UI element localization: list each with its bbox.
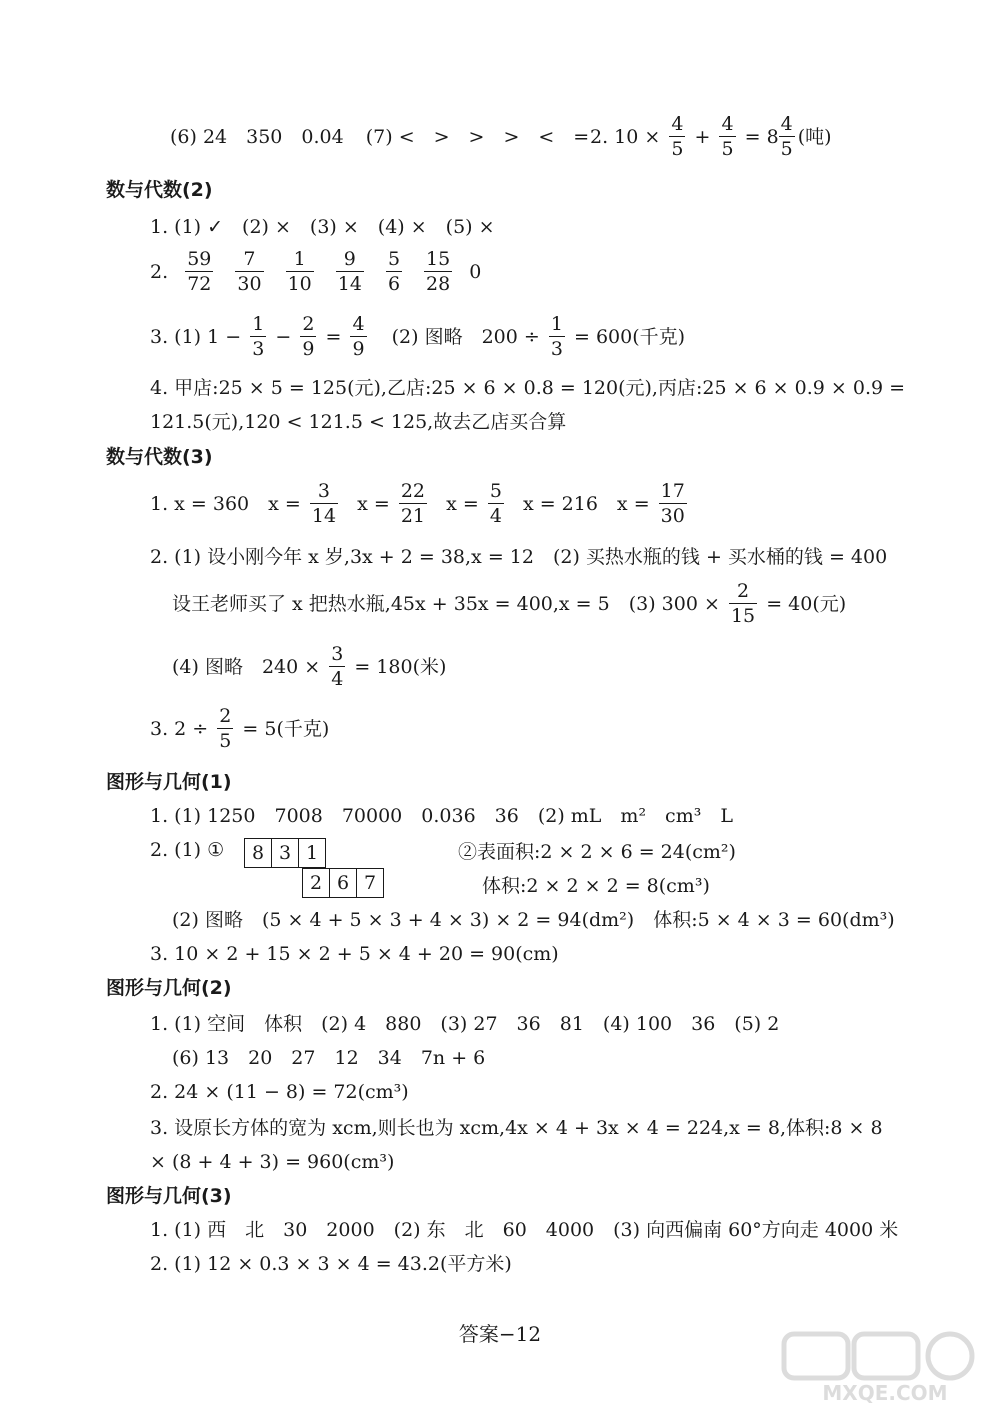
answer-line: 3. 2 ÷ $\frac{2}{5}$ = 5(千克) (150, 705, 330, 752)
fraction: $\frac{5}{6}$ (387, 248, 401, 295)
item-label: 2. (1) ① (150, 839, 225, 861)
answer-line: 1. x = 360 x = $\frac{3}{14}$ x = $\frac{22}{21}$ x = $\frac{5}{4}$ x = 216 x = $\frac{17}{30}$ (150, 480, 685, 527)
answer-line: 121.5(元),120 < 121.5 < 125,故去乙店买合算 (150, 411, 567, 433)
answer-line: 3. 10 × 2 + 15 × 2 + 5 × 4 + 20 = 90(cm) (150, 943, 559, 965)
fraction: $\frac{2}{15}$ (730, 580, 756, 627)
watermark-text: MXQE.COM (822, 1381, 948, 1404)
digit-box: 1 (299, 839, 326, 868)
fraction: $\frac{17}{30}$ (660, 480, 685, 527)
fraction: $\frac{3}{14}$ (311, 480, 337, 527)
section-title: 图形与几何(1) (106, 771, 232, 793)
answer-line: 2. 24 × (11 − 8) = 72(cm³) (150, 1081, 409, 1103)
answer-line: 1. (1) 西 北 30 2000 (2) 东 北 60 4000 (3) 向西偏南 60°方向走 4000 米 (150, 1219, 899, 1241)
fraction: $\frac{3}{4}$ (331, 643, 344, 690)
unit: (吨) (797, 125, 832, 148)
fraction: $\frac{4}{5}$ (671, 113, 684, 160)
q6-answers: (6) 24 350 0.04 (170, 126, 344, 148)
answer-line: 2. (1) 设小刚今年 x 岁,3x + 2 = 38,x = 12 (2) 买热水瓶的钱 + 买水桶的钱 = 400 (150, 546, 888, 568)
item-label: 2. (150, 260, 169, 283)
answer-line: 3. 设原长方体的宽为 xcm,则长也为 xcm,4x × 4 + 3x × 4 = 224,x = 8,体积:8 × 8 (150, 1117, 883, 1139)
fraction: $\frac{1}{3}$ (252, 313, 265, 360)
answer-line: (4) 图略 240 × $\frac{3}{4}$ = 180(米) (172, 643, 447, 690)
q2-formula (590, 113, 832, 160)
digit-box: 6 (330, 869, 357, 898)
section-title: 图形与几何(2) (106, 977, 232, 999)
digit-box: 8 (245, 839, 272, 868)
answer-line: (6) 13 20 27 12 34 7n + 6 (172, 1047, 486, 1069)
section-title: 图形与几何(3) (106, 1185, 232, 1207)
fraction: $\frac{4}{5}$ (780, 113, 793, 160)
answer-line: 1. (1) 1250 7008 70000 0.036 36 (2) mL m² cm³ L (150, 805, 733, 827)
answer-line: 4. 甲店:25 × 5 = 125(元),乙店:25 × 6 × 0.8 = 120(元),丙店:25 × 6 × 0.9 × 0.9 = (150, 377, 906, 399)
fraction: $\frac{9}{14}$ (337, 248, 362, 295)
fraction: $\frac{59}{72}$ (187, 248, 212, 295)
volume-answer: 体积:2 × 2 × 2 = 8(cm³) (482, 875, 710, 897)
fraction: $\frac{4}{5}$ (721, 113, 734, 160)
watermark-logo (780, 1330, 990, 1404)
answer-line: 1. (1) 空间 体积 (2) 4 880 (3) 27 36 81 (4) 100 36 (5) 2 (150, 1013, 780, 1035)
equals-part: = 8 (744, 125, 779, 148)
answer-line: 2. (1) 12 × 0.3 × 3 × 4 = 43.2(平方米) (150, 1253, 512, 1275)
fraction: $\frac{22}{21}$ (400, 480, 426, 527)
plus-sign: + (694, 125, 711, 148)
section-title: 数与代数(3) (106, 446, 213, 468)
digit-box: 2 (303, 869, 330, 898)
answer-line: 1. (1) ✓ (2) × (3) × (4) × (5) × (150, 216, 495, 238)
fraction: $\frac{1}{10}$ (287, 248, 312, 295)
fraction: $\frac{5}{4}$ (489, 480, 502, 527)
answer-line: (2) 图略 (5 × 4 + 5 × 3 + 4 × 3) × 2 = 94(dm²) 体积:5 × 4 × 3 = 60(dm³) (172, 909, 895, 931)
digit-box: 7 (357, 869, 384, 898)
q2-prefix: 2. 10 × (590, 125, 661, 148)
answer-line: × (8 + 4 + 3) = 960(cm³) (150, 1151, 395, 1173)
fraction: $\frac{2}{5}$ (219, 705, 232, 752)
page-number: 答案−12 (458, 1322, 542, 1346)
answer-line-fractions (150, 248, 481, 295)
top-line (170, 125, 589, 149)
fraction: $\frac{7}{30}$ (237, 248, 262, 295)
fraction: $\frac{2}{9}$ (302, 313, 315, 360)
digit-box: 3 (272, 839, 299, 868)
fraction: $\frac{1}{3}$ (550, 313, 563, 360)
section-title: 数与代数(2) (106, 179, 213, 201)
fraction: $\frac{15}{28}$ (426, 248, 451, 295)
surface-area-answer: ②表面积:2 × 2 × 6 = 24(cm²) (458, 841, 736, 863)
digit-boxes-row-2 (302, 868, 384, 898)
answer-line: 3. (1) 1 − $\frac{1}{3}$ − $\frac{2}{9}$ = $\frac{4}{9}$ (2) 图略 200 ÷ $\frac{1}{3}$ = 600(千克) (150, 313, 686, 360)
fraction: $\frac{4}{9}$ (352, 313, 365, 360)
q7-answers: (7) < > > > < = (365, 126, 590, 148)
digit-boxes-row-1 (244, 838, 326, 868)
answer-line: 设王老师买了 x 把热水瓶,45x + 35x = 400,x = 5 (3) 300 × $\frac{2}{15}$ = 40(元) (172, 580, 847, 627)
tail-value: 0 (469, 260, 482, 283)
